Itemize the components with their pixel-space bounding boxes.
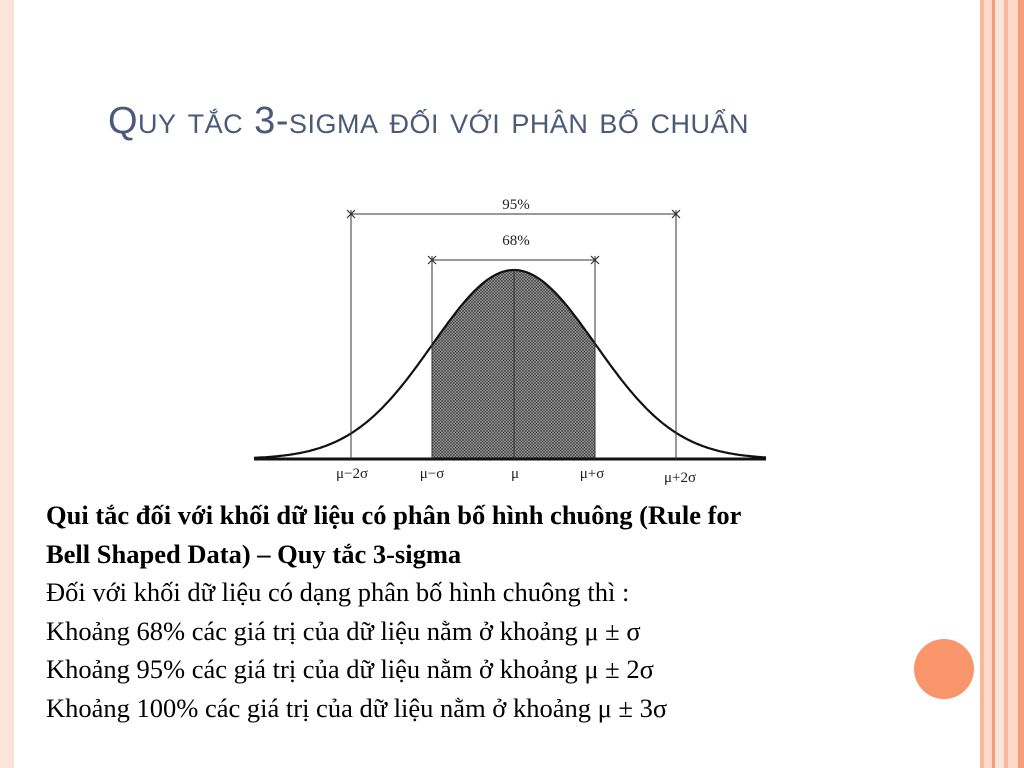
rule-heading-line-2: Bell Shaped Data) – Quy tắc 3-sigma	[46, 538, 462, 569]
rule-95-line: Khoảng 95% các giá trị của dữ liệu nằm ở khoảng μ ± 2σ	[46, 654, 654, 684]
rule-68-line: Khoảng 68% các giá trị của dữ liệu nằm ở khoảng μ ± σ	[46, 615, 641, 646]
interval-label-95: 95%	[502, 197, 530, 213]
decorative-stripes	[980, 0, 1024, 768]
axis-label-mu: μ	[510, 466, 520, 482]
body-text	[46, 496, 946, 727]
rule-intro-line: Đối với khối dữ liệu có dạng phân bố hình chuông thì :	[46, 577, 630, 607]
slide-title: Quy tắc 3-sigma đối với phân bố chuẩn	[108, 100, 749, 142]
bell-curve-diagram	[250, 188, 770, 488]
axis-label-mu-plus-2sigma: μ+2σ	[663, 470, 697, 486]
axis-label-mu-plus-sigma: μ+σ	[579, 466, 605, 482]
axis-label-mu-minus-sigma: μ−σ	[419, 466, 445, 482]
axis-label-mu-minus-2sigma: μ−2σ	[335, 466, 369, 482]
rule-100-line: Khoảng 100% các giá trị của dữ liệu nằm ở khoảng μ ± 3σ	[46, 692, 668, 723]
normal-distribution-figure	[250, 188, 770, 488]
decorative-circle	[914, 639, 974, 699]
left-edge-band	[0, 0, 15, 768]
interval-label-68: 68%	[502, 233, 530, 249]
rule-heading-line-1: Qui tắc đối với khối dữ liệu có phân bố hình chuông (Rule for	[46, 500, 742, 530]
